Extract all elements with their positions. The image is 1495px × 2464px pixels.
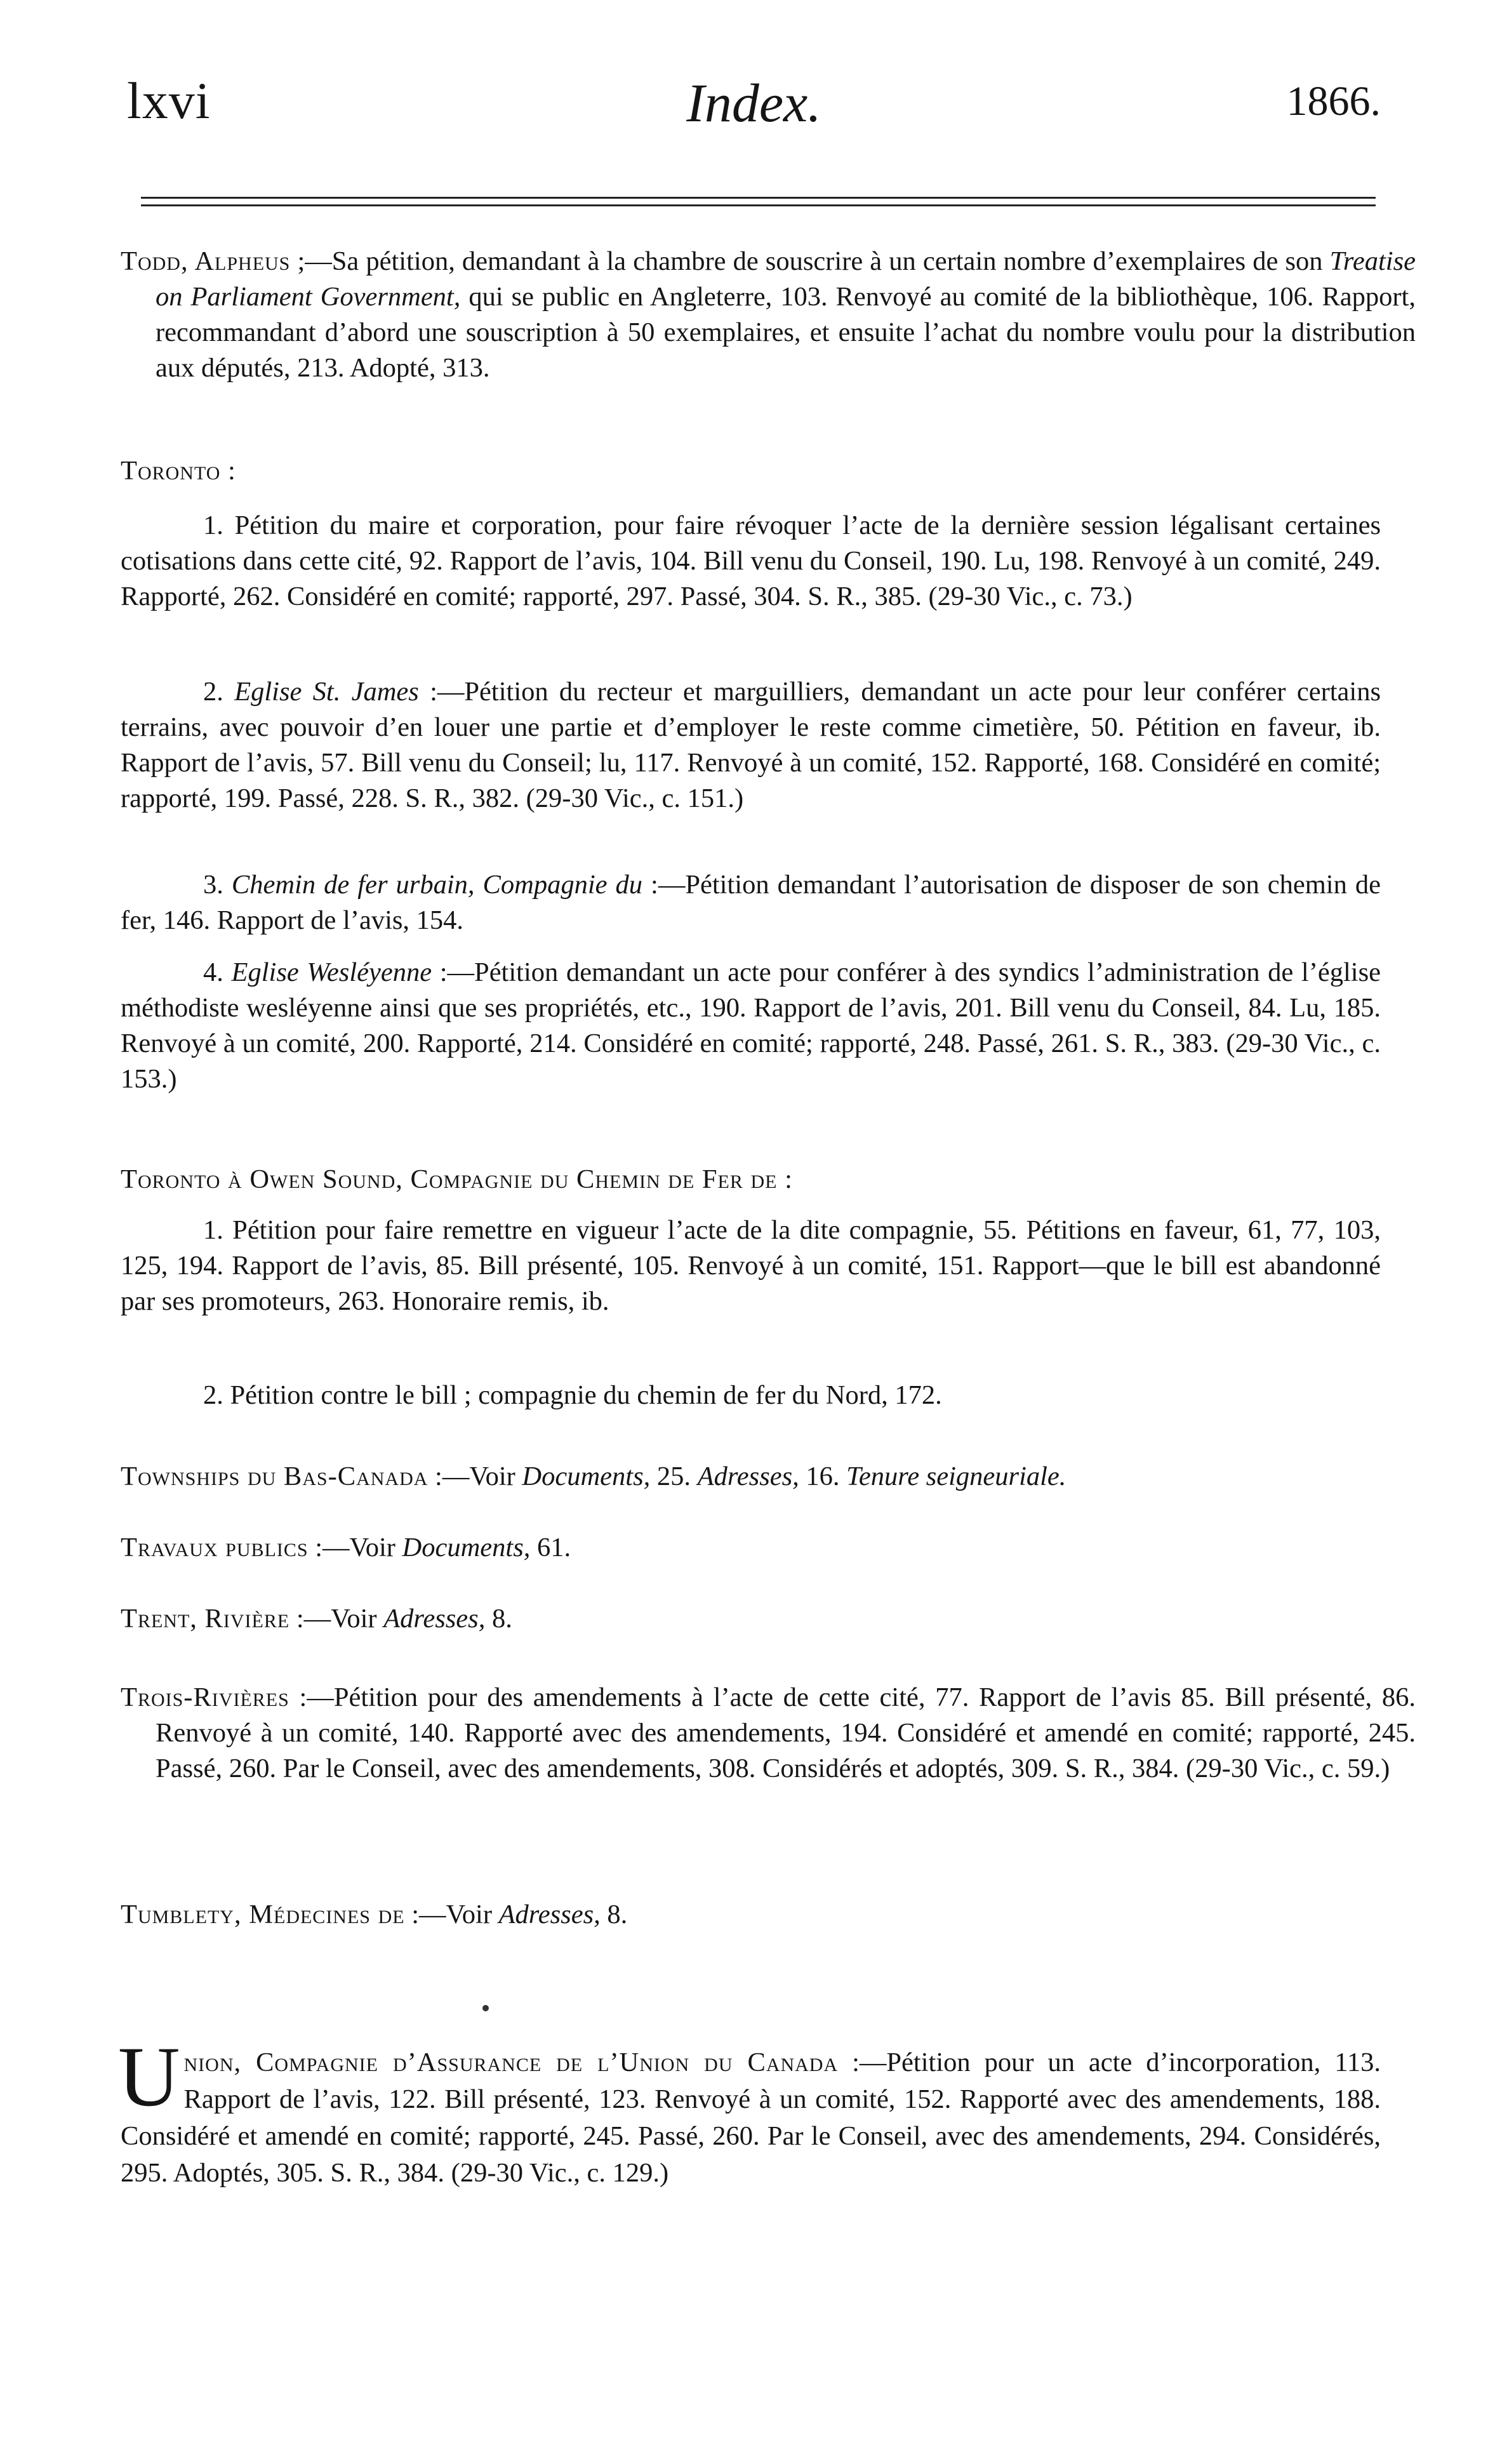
- owen-sound-item-1: 1. Pétition pour faire remettre en vigueur l’acte de la dite compagnie, 55. Pétitions en faveur, 61, 77, 103, 125, 194. Rapport de l’avis, 85. Bill présenté, 105. Renvoyé à un comité, 151. Rapport—que le bill est abandonné par ses promoteurs, 263. Honoraire remis, ib.: [121, 1215, 1381, 1316]
- header-rule-top: [141, 197, 1376, 199]
- page-number: lxvi: [127, 72, 211, 130]
- toronto-item-3: 3. Chemin de fer urbain, Compagnie du :—Pétition demandant l’autorisation de disposer de son chemin de fer, 146. Rapport de l’avis, 154.: [121, 870, 1381, 935]
- index-heading-owen-sound: Toronto à Owen Sound, Compagnie du Chemin de Fer de :: [121, 1164, 793, 1194]
- book-title: Treatise on Parliament Government,: [156, 246, 1416, 312]
- drop-cap: U: [118, 2030, 180, 2124]
- entry-name: Trois-Rivières: [121, 1682, 289, 1712]
- owen-sound-item-2: 2. Pétition contre le bill ; compagnie du chemin de fer du Nord, 172.: [203, 1380, 942, 1410]
- entry-name: nion, Compagnie d’Assurance de l’Union du Canada: [183, 2048, 839, 2077]
- entry-name: Todd, Alpheus: [121, 246, 291, 276]
- toronto-item-4: 4. Eglise Wesléyenne :—Pétition demandant un acte pour conférer à des syndics l’administration de l’église méthodiste wesléyenne ainsi que ses propriétés, etc., 190. Rapport de l’avis, 201. Bill venu du Conseil, 84. Lu, 185. Renvoyé à un comité, 200. Rapporté, 214. Considéré en comité; rapporté, 248. Passé, 261. S. R., 383. (29-30 Vic., c. 153.): [121, 957, 1381, 1094]
- header-rule-bottom: [141, 204, 1376, 206]
- entry-name: Travaux publics: [121, 1533, 309, 1562]
- index-heading-toronto: Toronto :: [121, 456, 236, 486]
- ornament-dot: [482, 2005, 489, 2011]
- index-entry-todd: Todd, Alpheus ;—Sa pétition, demandant à la chambre de souscrire à un certain nombre d’exemplaires de son Treatise on Parliament Government, qui se public en Angleterre, 103. Renvoyé au comité de la bibliothèque, 106. Rapport, recommandant d’abord une souscription à 50 exemplaires, et ensuite l’achat du nombre voulu pour la distribution aux députés, 213. Adopté, 313.: [121, 246, 1416, 383]
- entry-name: Tumblety, Médecines de: [121, 1900, 405, 1929]
- entry-name: Trent, Rivière: [121, 1604, 290, 1634]
- index-entry-trent: Trent, Rivière :—Voir Adresses, 8.: [121, 1604, 512, 1634]
- page-header: [127, 71, 1381, 166]
- toronto-item-2: 2. Eglise St. James :—Pétition du recteur et marguilliers, demandant un acte pour leur conférer certains terrains, avec pouvoir d’en louer une partie et d’employer le reste comme cimetière, 50. Pétition en faveur, ib. Rapport de l’avis, 57. Bill venu du Conseil; lu, 117. Renvoyé à un comité, 152. Rapporté, 168. Considéré en comité; rapporté, 199. Passé, 228. S. R., 382. (29-30 Vic., c. 151.): [121, 677, 1381, 813]
- index-entry-travaux-publics: Travaux publics :—Voir Documents, 61.: [121, 1533, 571, 1562]
- index-entry-trois-rivieres: Trois-Rivières :—Pétition pour des amendements à l’acte de cette cité, 77. Rapport de l’avis 85. Bill présenté, 86. Renvoyé à un comité, 140. Rapporté avec des amendements, 194. Considéré et amendé en comité; rapporté, 245. Passé, 260. Par le Conseil, avec des amendements, 308. Considérés et adoptés, 309. S. R., 384. (29-30 Vic., c. 59.): [121, 1682, 1416, 1783]
- toronto-item-1: 1. Pétition du maire et corporation, pour faire révoquer l’acte de la dernière session légalisant certaines cotisations dans cette cité, 92. Rapport de l’avis, 104. Bill venu du Conseil, 190. Lu, 198. Renvoyé à un comité, 249. Rapporté, 262. Considéré en comité; rapporté, 297. Passé, 304. S. R., 385. (29-30 Vic., c. 73.): [121, 510, 1381, 611]
- entry-name: Townships du Bas-Canada: [121, 1462, 429, 1491]
- header-year: 1866.: [1286, 78, 1381, 124]
- page-title: Index.: [686, 72, 821, 133]
- index-entry-townships: Townships du Bas-Canada :—Voir Documents, 25. Adresses, 16. Tenure seigneuriale.: [121, 1462, 1066, 1491]
- index-entry-tumblety: Tumblety, Médecines de :—Voir Adresses, 8.: [121, 1900, 628, 1929]
- index-entry-union: Union, Compagnie d’Assurance de l’Union du Canada :—Pétition pour un acte d’incorporation, 113. Rapport de l’avis, 122. Bill présenté, 123. Renvoyé à un comité, 152. Rapporté avec des amendements, 188. Considéré et amendé en comité; rapporté, 245. Passé, 260. Par le Conseil, avec des amendements, 294. Considérés, 295. Adoptés, 305. S. R., 384. (29-30 Vic., c. 129.): [118, 2030, 1381, 2188]
